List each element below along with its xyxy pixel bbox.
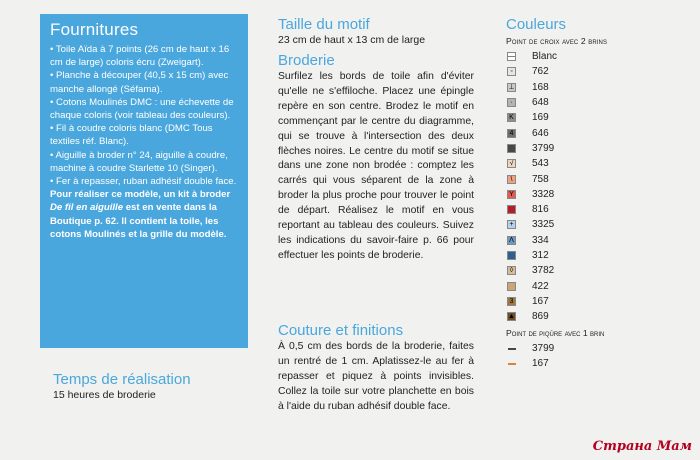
backstitch-line [508,348,516,350]
color-swatch: + [507,220,516,229]
color-swatch: — [508,53,515,61]
color-row [506,141,686,156]
kit-note-end: est en vente dans la Boutique p. 62. Il contient la toile, les cotons Moulinés et la grille du modèle. [50,202,227,240]
color-row [506,110,686,125]
cross-caption: Point de croix avec 2 brins [506,36,608,46]
color-row [506,187,686,202]
color-code: 648 [532,97,549,109]
back-caption: Point de piqûre avec 1 brin [506,328,605,339]
color-code: 3799 [532,343,555,355]
fournitures-box [40,14,248,348]
color-code: 312 [532,250,549,261]
color-swatch: √ [507,159,516,168]
color-row [506,64,686,79]
temps-text: 15 heures de broderie [53,389,156,401]
color-code: 869 [532,311,549,323]
color-code: 646 [532,127,549,139]
color-code: 169 [532,112,549,124]
fournitures-item: • Fil à coudre coloris blanc (DMC Tous textiles réf. Blanc). [50,123,213,148]
temps-title: Temps de réalisation [53,371,191,388]
color-row [506,278,686,293]
backstitch-line [508,363,516,365]
color-swatch: 3 [507,297,516,306]
couture-text: À 0,5 cm des bords de la broderie, faites un rentré de 1 cm. Aplatissez-le au fer à repasser et piquez à points invisibles. Collez la toile sur votre planchette en bois à l'aide du ruban adhésif double face. [278,341,474,412]
color-row [506,171,686,186]
color-row [506,263,686,278]
color-swatch: ⊥ [508,83,515,91]
color-code: 816 [532,204,549,216]
color-code: 758 [532,173,549,185]
color-swatch [507,205,516,214]
backstitch-row [506,356,686,371]
watermark-logo: Страна Мам [592,439,692,454]
broderie-text: Surfilez les bords de toile afin d'éviter qu'elle ne s'effiloche. Placez une épingle repère en son centre. Brodez le motif en commençant par le centre du diagramme, qui se trouve à l'intersection des deux flèches noires. Le centre du motif se situe dans une zone non brodée : comptez les carrés qui vous séparent de la zone à broder la plus proche pour trouver le point de départ. Réalisez le motif en vous reportant au tableau des couleurs. Suivez les indications du savoir-faire p. 66 pour effectuer les points de broderie. [278,71,474,261]
color-row [506,217,686,232]
kit-note [50,188,239,241]
couture-title: Couture et finitions [278,322,404,339]
color-code: 3799 [532,142,555,154]
color-swatch: 4 [507,129,516,138]
color-row [506,156,686,171]
color-code: 167 [532,358,549,370]
fournitures-title: Fournitures [50,20,139,39]
color-row [506,233,686,248]
color-swatch: ◦ [507,67,516,76]
color-row [506,294,686,309]
fournitures-item: • Fer à repasser, ruban adhésif double face. [50,176,237,188]
fournitures-item: • Toile Aïda à 7 points (26 cm de haut x 16 cm de large) coloris écru (Zweigart). [50,44,230,69]
middle-column [278,16,474,264]
color-code: 762 [532,66,549,78]
color-swatch [507,282,516,291]
color-row [506,202,686,217]
color-row [506,309,686,324]
color-code: Blanc [532,51,558,63]
color-code: 543 [532,158,549,170]
color-code: 168 [532,81,549,93]
couleurs-title: Couleurs [506,16,567,33]
color-code: 422 [532,280,549,292]
color-swatch [507,251,516,260]
color-code: 167 [532,295,549,307]
fournitures-item: • Planche à découper (40,5 x 15 cm) avec manche allongé (Séfama). [50,70,229,95]
color-code: 3782 [532,265,555,277]
broderie-title: Broderie [278,52,335,69]
color-swatch: K [507,113,516,122]
color-swatch: Y [507,190,516,199]
backstitch-row [506,341,686,356]
color-row [506,248,686,263]
couture-section [278,322,474,415]
color-swatch: ▲ [508,313,515,321]
color-row [506,125,686,140]
color-swatch [507,144,516,153]
color-swatch: \ [507,175,516,184]
fournitures-item: • Cotons Moulinés DMC : une échevette de chaque coloris (voir tableau des couleurs). [50,96,234,122]
color-swatch: ◊ [507,266,516,275]
color-code: 334 [532,234,549,246]
taille-title: Taille du motif [278,16,370,33]
color-swatch: · [507,98,516,107]
color-swatch: Λ [507,236,516,245]
kit-note-start: Pour réaliser ce modèle, un kit à broder [50,189,231,201]
fournitures-item: • Aiguille à broder n° 24, aiguille à coudre, machine à coudre Starlette 10 (Singer). [50,149,228,174]
taille-text: 23 cm de haut x 13 cm de large [278,34,426,46]
color-row [506,80,686,95]
color-code: 3328 [532,188,555,200]
color-code: 3325 [532,219,555,231]
couleurs-column [506,16,686,371]
cross-color-list [506,49,686,324]
kit-note-name: De fil en aiguille [50,202,124,214]
color-row [506,95,686,110]
back-color-list [506,341,686,371]
color-row [506,49,686,64]
